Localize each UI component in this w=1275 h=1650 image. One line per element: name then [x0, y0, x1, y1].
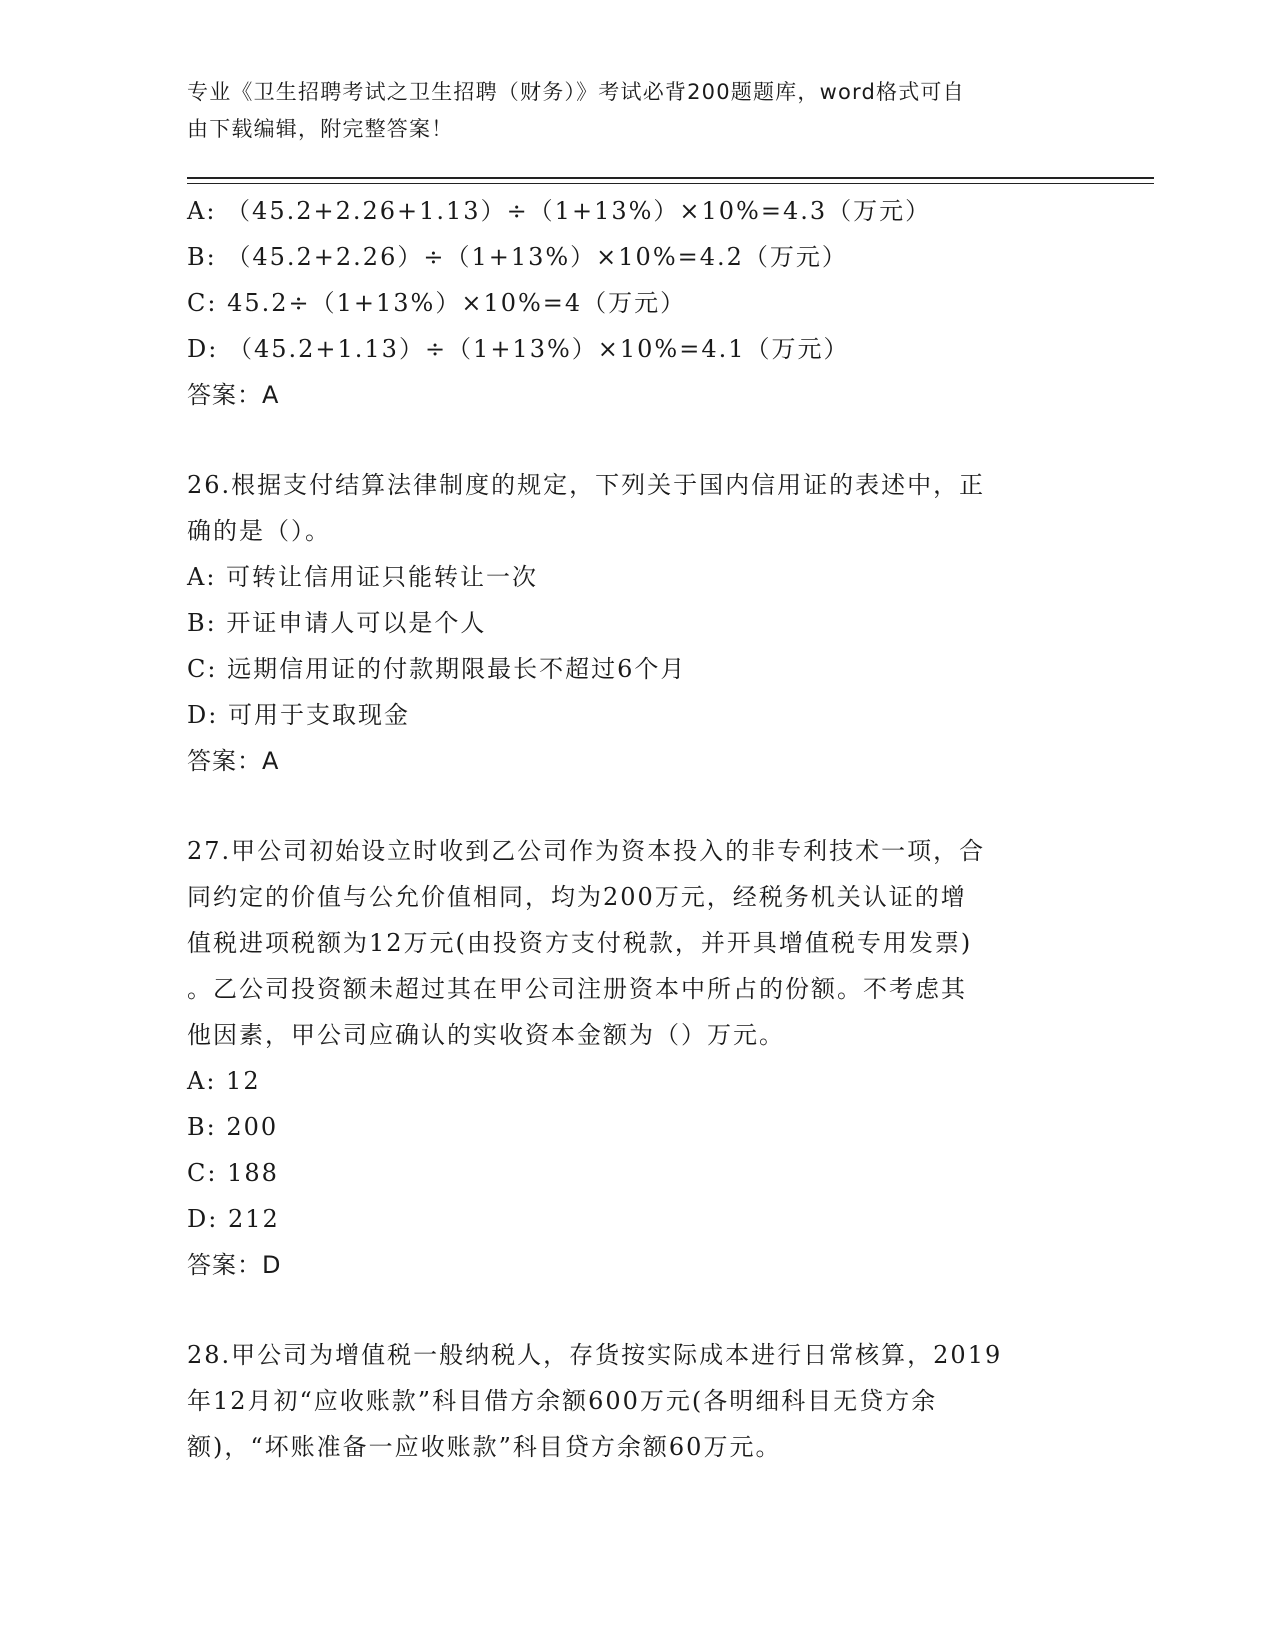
- option-b: B: 200: [187, 1113, 279, 1141]
- option-c: C: 188: [187, 1159, 279, 1187]
- question-stem-line: 同约定的价值与公允价值相同，均为200万元，经税务机关认证的增: [187, 883, 967, 911]
- header-divider-thick: [187, 177, 1154, 179]
- header-line-2: 由下载编辑，附完整答案！: [187, 117, 454, 141]
- header-line-1: 专业《卫生招聘考试之卫生招聘（财务）》考试必背200题题库，word格式可自: [187, 80, 965, 104]
- option-d: D: （45.2+1.13）÷（1+13%）×10%=4.1（万元）: [187, 335, 850, 363]
- answer: 答案：D: [187, 1251, 282, 1279]
- question-stem-line: 28.甲公司为增值税一般纳税人，存货按实际成本进行日常核算，2019: [187, 1341, 1003, 1369]
- option-c: C: 45.2÷（1+13%）×10%=4（万元）: [187, 289, 687, 317]
- question-27: [187, 828, 1087, 1288]
- option-d: D: 可用于支取现金: [187, 701, 410, 729]
- question-stem-line: 值税进项税额为12万元(由投资方支付税款，并开具增值税专用发票): [187, 929, 973, 957]
- question-stem-line: 。乙公司投资额未超过其在甲公司注册资本中所占的份额。不考虑其: [187, 975, 967, 1003]
- question-stem-line: 确的是（）。: [187, 517, 331, 545]
- header-divider-thin: [187, 183, 1154, 184]
- question-stem-line: 额)，“坏账准备一应收账款”科目贷方余额60万元。: [187, 1433, 782, 1461]
- option-c: C: 远期信用证的付款期限最长不超过6个月: [187, 655, 687, 683]
- option-a: A: 12: [187, 1067, 261, 1095]
- question-stem-line: 26.根据支付结算法律制度的规定，下列关于国内信用证的表述中，正: [187, 471, 986, 499]
- spacer: [187, 418, 1087, 462]
- question-stem-line: 年12月初“应收账款”科目借方余额600万元(各明细科目无贷方余: [187, 1387, 938, 1415]
- option-d: D: 212: [187, 1205, 280, 1233]
- option-a: A: 可转让信用证只能转让一次: [187, 563, 539, 591]
- answer: 答案：A: [187, 381, 280, 409]
- option-a: A: （45.2+2.26+1.13）÷（1+13%）×10%=4.3（万元）: [187, 197, 932, 225]
- document-body: [187, 188, 1087, 1470]
- question-26: [187, 462, 1087, 784]
- option-b: B: （45.2+2.26）÷（1+13%）×10%=4.2（万元）: [187, 243, 848, 271]
- page-header: [187, 74, 1067, 148]
- spacer: [187, 784, 1087, 828]
- question-stem-line: 27.甲公司初始设立时收到乙公司作为资本投入的非专利技术一项，合: [187, 837, 986, 865]
- spacer: [187, 1288, 1087, 1332]
- answer: 答案：A: [187, 747, 280, 775]
- option-b: B: 开证申请人可以是个人: [187, 609, 487, 637]
- question-28: [187, 1332, 1087, 1470]
- question-stem-line: 他因素，甲公司应确认的实收资本金额为（）万元。: [187, 1021, 785, 1049]
- question-25: [187, 188, 1087, 418]
